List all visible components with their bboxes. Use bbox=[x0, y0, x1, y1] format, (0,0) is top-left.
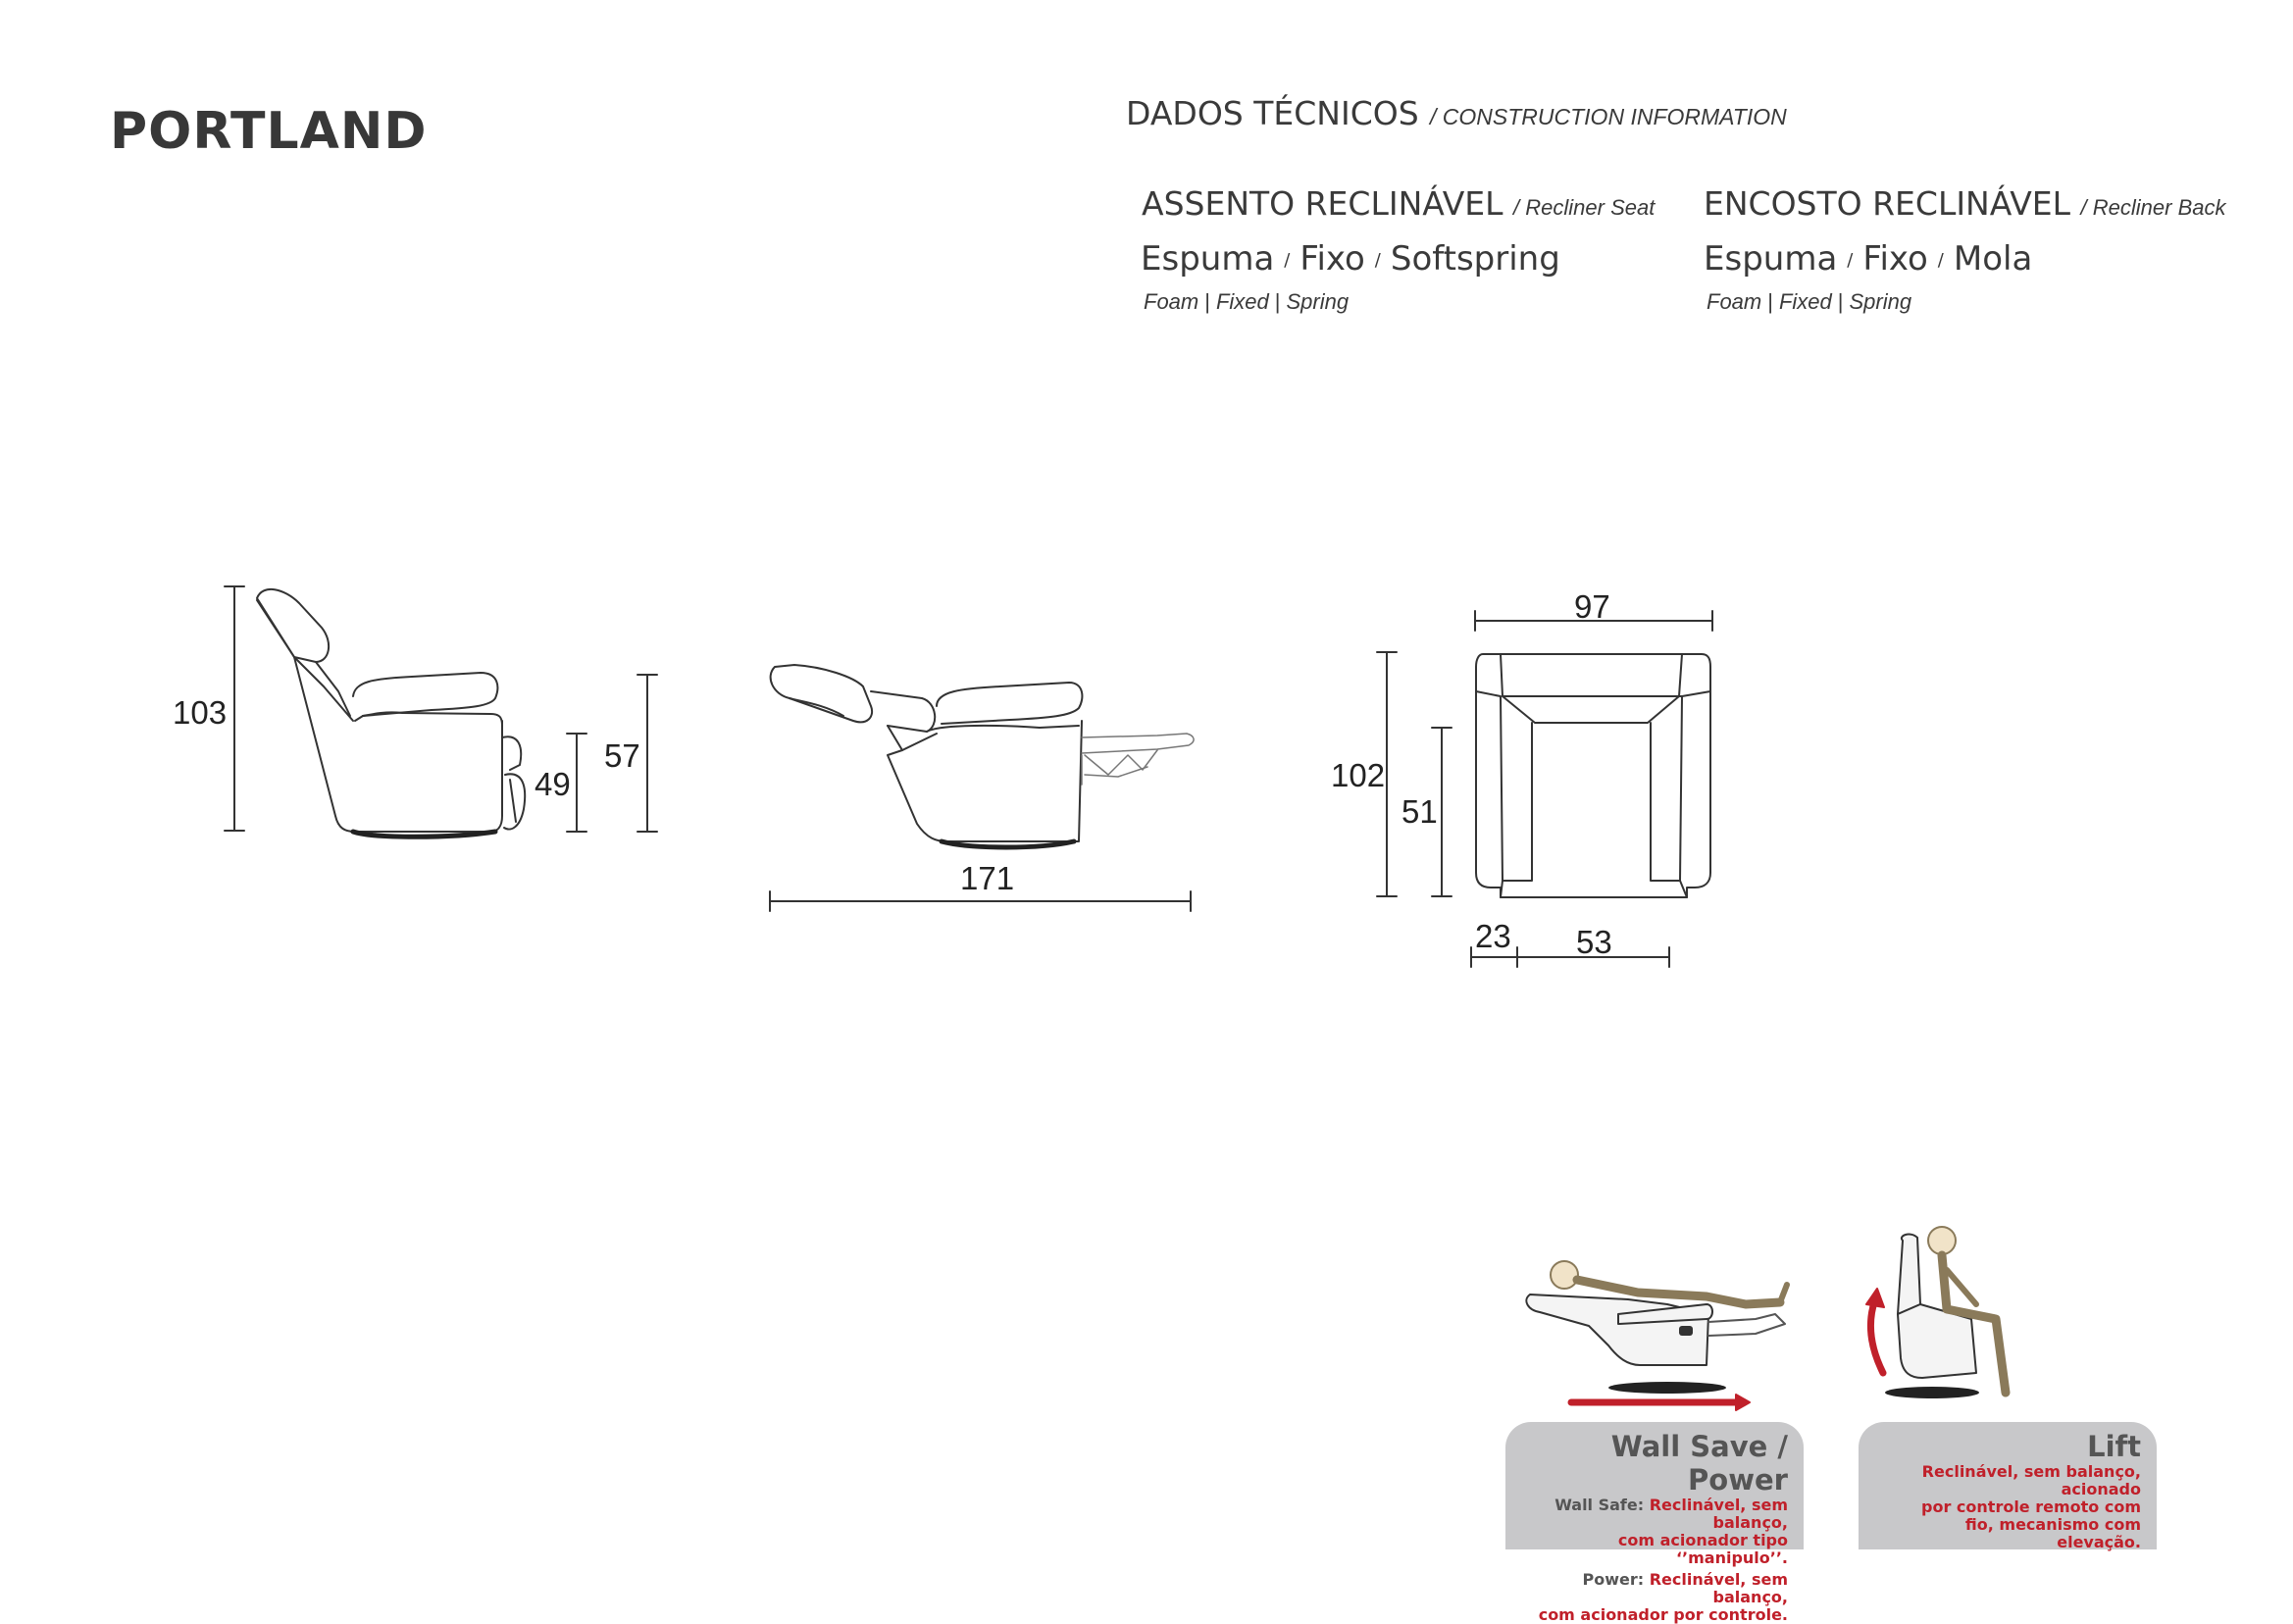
back-material-en: Foam bbox=[1707, 289, 1762, 314]
seat-material: Softspring bbox=[1390, 239, 1560, 279]
back-material: Fixo bbox=[1862, 239, 1928, 279]
lift-line: por controle remoto com bbox=[1921, 1497, 2141, 1516]
dim-arm-height: 57 bbox=[604, 737, 640, 774]
wall-safe-text: Reclinável, sem balanço, bbox=[1649, 1496, 1788, 1532]
seat-title-en: / Recliner Seat bbox=[1513, 195, 1656, 220]
seat-materials-en: Foam | Fixed | Spring bbox=[1144, 289, 1350, 314]
dim-arm-width: 23 bbox=[1475, 918, 1511, 954]
wall-save-line bbox=[1521, 1497, 1788, 1532]
side-view-drawing bbox=[173, 586, 657, 837]
dim-seat-depth: 51 bbox=[1401, 793, 1438, 830]
dim-seat-width: 53 bbox=[1576, 924, 1612, 960]
power-text: Reclinável, sem balanço, bbox=[1649, 1570, 1788, 1606]
back-material: Mola bbox=[1953, 239, 2033, 279]
power-label: Power: bbox=[1582, 1570, 1645, 1589]
top-view-drawing bbox=[1331, 588, 1712, 967]
back-materials: Espuma / Fixo / Mola bbox=[1704, 239, 2033, 279]
seat-material-en: Foam bbox=[1144, 289, 1199, 314]
wall-save-line: com acionador por controle. bbox=[1538, 1605, 1788, 1624]
back-title-en: / Recliner Back bbox=[2080, 195, 2226, 220]
reclined-view-drawing bbox=[770, 665, 1194, 911]
wall-save-line: com acionador tipo ‘’manipulo’’. bbox=[1617, 1531, 1788, 1567]
seat-materials: Espuma / Fixo / Softspring bbox=[1141, 239, 1560, 279]
seat-material-en: Spring bbox=[1286, 289, 1350, 314]
product-title: PORTLAND bbox=[110, 102, 428, 161]
seat-material-en: Fixed bbox=[1215, 289, 1269, 314]
dim-reclined-length: 171 bbox=[960, 860, 1015, 896]
wall-save-line bbox=[1521, 1571, 1788, 1606]
dim-depth: 102 bbox=[1331, 757, 1386, 793]
lift-line: elevação. bbox=[2057, 1533, 2141, 1551]
wall-safe-label: Wall Safe: bbox=[1554, 1496, 1645, 1514]
wall-save-title: Wall Save / Power bbox=[1610, 1430, 1788, 1497]
lift-line: Reclinável, sem balanço, acionado bbox=[1921, 1462, 2141, 1498]
dim-height-total: 103 bbox=[173, 694, 228, 731]
back-material: Espuma bbox=[1704, 239, 1838, 279]
back-materials-en: Foam | Fixed | Spring bbox=[1707, 289, 1912, 314]
seat-title: ASSENTO RECLINÁVEL bbox=[1142, 184, 1503, 223]
seat-material: Fixo bbox=[1299, 239, 1365, 279]
wall-save-illustration bbox=[1526, 1261, 1787, 1410]
lift-illustration bbox=[1866, 1227, 2006, 1398]
tech-heading: DADOS TÉCNICOS bbox=[1126, 94, 1419, 132]
back-material-en: Fixed bbox=[1778, 289, 1832, 314]
back-material-en: Spring bbox=[1849, 289, 1912, 314]
lift-title: Lift bbox=[2087, 1430, 2141, 1463]
tech-heading-sub: / CONSTRUCTION INFORMATION bbox=[1430, 104, 1787, 129]
dim-seat-height: 49 bbox=[535, 766, 571, 802]
back-title: ENCOSTO RECLINÁVEL bbox=[1704, 184, 2071, 223]
wall-save-card bbox=[1505, 1422, 1804, 1624]
seat-material: Espuma bbox=[1141, 239, 1275, 279]
lift-line: fio, mecanismo com bbox=[1964, 1515, 2141, 1534]
lift-card bbox=[1859, 1422, 2157, 1549]
dim-width: 97 bbox=[1574, 588, 1610, 625]
